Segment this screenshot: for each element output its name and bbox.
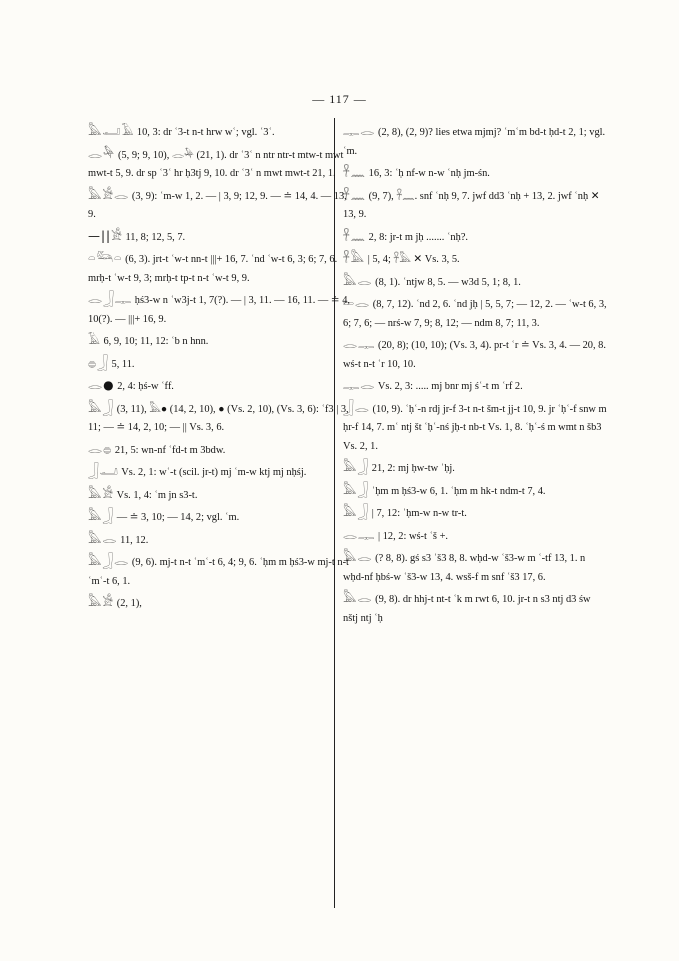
dictionary-entry: [343, 249, 608, 270]
hieroglyph-group: 𓊃𓂋: [343, 378, 376, 392]
hieroglyph-group: 𓅓𓃀: [343, 482, 370, 497]
dictionary-entry: [88, 354, 353, 375]
right-column: [343, 122, 608, 630]
entry-text: ʿḥm m ḥś3-w 6, 1. ʿḥm m hk-t ndm-t 7, 4.: [371, 485, 546, 497]
hieroglyph-group: 𓅓𓃀: [88, 509, 115, 523]
hieroglyph-group: 𓋹𓅓: [343, 251, 366, 265]
hieroglyph-group: 𓅓𓃀: [343, 460, 370, 474]
entry-text: (20, 8); (10, 10); (Vs. 3, 4). pr-t ʿr ≐ Vs. 3, 4. — 20, 8. wś-t n-t ʿr 10, 10.: [343, 340, 606, 370]
entry-text: (6, 3). jrt-t ʿw-t nn-t |||+ 16, 7. ʿnd ʿw-t 6, 3; 6; 7, 6. mrḥ-t ʿw-t 9, 3; mrḥ-t tp-t n-t ʿw-t 9, 9.: [88, 254, 338, 284]
entry-text: (3, 9): ʿm-w 1, 2. — | 3, 9; 12, 9. — ≐ 14, 4. — 13, 9.: [88, 190, 347, 220]
entry-text: 11, 8; 12, 5, 7.: [125, 231, 186, 243]
dictionary-entry: [88, 145, 353, 184]
entry-text: 10, 3: dr ʿ3-t n-t hrw wʿ; vgl. ʿ3ʿ.: [136, 127, 275, 138]
entry-text: 11, 12.: [120, 534, 149, 546]
hieroglyph-group: 𓂋𓊃: [343, 527, 376, 542]
dictionary-entry: [343, 122, 608, 161]
hieroglyph-group: 𓏏𓃛𓏏: [88, 251, 123, 265]
hieroglyph-group: 𓂋●: [88, 378, 115, 392]
hieroglyph-group: 𓅓𓂋: [88, 531, 118, 546]
dictionary-entry: [88, 530, 353, 551]
hieroglyph-group: 𓅓𓃀𓂋: [88, 554, 130, 568]
page-number: — 117 —: [312, 92, 367, 106]
dictionary-entry: [343, 294, 608, 333]
entry-text: 21, 2: mj ḥw-tw ʿḥj.: [371, 463, 455, 474]
dictionary-entry: [343, 503, 608, 524]
hieroglyph-group: 𓅓𓃀: [343, 505, 370, 519]
dictionary-entry: [343, 399, 608, 457]
entry-text: (5, 9; 9, 10), 𓂋𓅆 (21, 1). dr ʿ3ʿ n ntr ntr-t mtw-t mwt mwt-t 5, 9. dr sp ʿ3ʿ hr ḥ3tj 9, 10. dr ʿ3ʿ n mwt mwt-t 21, 1.: [88, 149, 344, 179]
dictionary-entry: [88, 399, 353, 438]
entry-text: (8, 1). ʿntjw 8, 5. — w3d 5, 1; 8, 1.: [375, 276, 521, 288]
entry-text: Vs. 1, 4: ʿm jn s3-t.: [116, 489, 198, 501]
entry-text: — ≐ 3, 10; — 14, 2; vgl. ʿm.: [116, 512, 240, 523]
entry-text: | 5, 4; 𓋹𓅓 ✕ Vs. 3, 5.: [367, 254, 460, 265]
hieroglyph-group: 𓄿: [88, 333, 101, 347]
dictionary-entry: [88, 376, 353, 397]
entry-text: | 12, 2: wś-t ʿš +.: [378, 530, 449, 542]
hieroglyph-group: 𓅓𓂝𓄿: [88, 124, 135, 138]
dictionary-entry: [343, 548, 608, 587]
entry-text: (? 8, 8). gś s3 ʿš3 8, 8. wḥd-w ʿš3-w m ʿ-tf 13, 1. n wḥd-nf ḥbś-w ʿš3-w 13, 4. wsš-f m snf ʿš3 17, 6.: [343, 553, 586, 583]
hieroglyph-group: 𓂋𓃀𓊃: [88, 292, 133, 306]
dictionary-entry: [88, 249, 353, 288]
dictionary-entry: [343, 376, 608, 397]
dictionary-entry: [343, 163, 608, 184]
hieroglyph-group: 𓅓𓂋: [343, 273, 373, 288]
entry-text: (9, 6). mj-t n-t ʿmʿ-t 6, 4; 9, 6. ʿḥm m ḥś3-w mj-t n-t ʿmʿ-t 6, 1.: [88, 557, 349, 587]
hieroglyph-group: 𓃀𓂋: [343, 400, 370, 415]
dictionary-entry: [88, 227, 353, 248]
entry-text: (9, 8). dr hhj-t nt-t ʿk m rwt 6, 10. jr-t n s3 ntj d3 św nštj ntj ʿḥ: [343, 594, 591, 624]
entry-text: Vs. 2, 1: wʿ-t (scil. jr-t) mj ʿm-w ktj mj nḥśj.: [121, 467, 307, 478]
hieroglyph-group: 𓂋𓊃: [343, 337, 376, 351]
entry-text: (3, 11), 𓅓● (14, 2, 10), ● (Vs. 2, 10), (Vs. 3, 6): ʿf3 | 3, 11; — ≐ 14, 2, 10; — || Vs. 3, 6.: [88, 403, 349, 433]
dictionary-entry: [343, 458, 608, 479]
hieroglyph-group: 𓋹𓈖: [343, 187, 367, 202]
entry-text: | 7, 12: ʿḥm-w n-w tr-t.: [371, 508, 467, 519]
hieroglyph-group: 𓍿𓂋: [343, 296, 371, 310]
entry-text: (2, 8), (2, 9)? lies etwa mjmj? ʿmʿm bd-t ḥd-t 2, 1; vgl. ʿm.: [343, 127, 606, 157]
hieroglyph-group: 𓅓𓂋: [343, 591, 373, 605]
entry-text: 6, 9, 10; 11, 12: ʿb n hnn.: [103, 336, 209, 347]
entry-text: (2, 1),: [116, 598, 142, 609]
dictionary-entry: [88, 122, 353, 143]
dictionary-entry: [88, 331, 353, 352]
hieroglyph-group: 𓐍𓃀: [88, 355, 109, 370]
dictionary-entry: [88, 186, 353, 225]
dictionary-entry: [88, 462, 353, 483]
entry-text: 2, 4: ḥś-w ʿff.: [117, 381, 174, 392]
entry-text: Vs. 2, 3: ..... mj bnr mj śʿ-t m ʿrf 2.: [377, 381, 523, 392]
dictionary-entry: [343, 335, 608, 374]
entry-text: (8, 7, 12). ʿnd 2, 6. ʿnd jḥ | 5, 5, 7; — 12, 2. — ʿw-t 6, 3, 6; 7, 6; — nrś-w 7, 9; 8, 12; — ndm 8, 7; 11, 3.: [343, 299, 607, 329]
entry-text: ḥś3-w n ʿw3j-t 1, 7(?). — | 3, 11. — 16, 11. — ≐ 4, 10(?). — |||+ 16, 9.: [88, 295, 351, 325]
left-column: [88, 122, 353, 616]
hieroglyph-group: 𓂋𓅆: [88, 146, 116, 161]
dictionary-entry: [343, 272, 608, 293]
entry-text: 16, 3: ʿḥ nf-w n-w ʿnḥ jm-śn.: [368, 168, 490, 179]
entry-text: 5, 11.: [111, 358, 135, 370]
hieroglyph-group: 𓅓𓀀𓂋: [88, 187, 130, 202]
dictionary-entry: [88, 593, 353, 614]
hieroglyph-group: 𓅓𓃀: [88, 400, 115, 415]
dictionary-entry: [343, 186, 608, 225]
dictionary-entry: [343, 589, 608, 628]
dictionary-entry: [88, 552, 353, 591]
hieroglyph-group: —||𓀀: [88, 228, 123, 243]
hieroglyph-group: 𓊃𓂋: [343, 124, 376, 138]
hieroglyph-group: 𓋹𓈖: [343, 228, 367, 243]
dictionary-entry: [343, 481, 608, 502]
dictionary-entry: [88, 485, 353, 506]
hieroglyph-group: 𓋹𓈖: [343, 165, 367, 179]
dictionary-entry: [343, 227, 608, 248]
dictionary-entry: [343, 526, 608, 547]
hieroglyph-group: 𓅓𓀀: [88, 486, 115, 501]
dictionary-entry: [88, 507, 353, 528]
hieroglyph-group: 𓅓𓀀: [88, 595, 115, 609]
entry-text: 2, 8: jr-t m jḥ ....... ʿnḥ?.: [368, 231, 469, 243]
dictionary-entry: [88, 290, 353, 329]
entry-text: (10, 9). ʿḥʿ-n rdj jr-f 3-t n-t šm-t jj-t 10, 9. jr ʿḥʿ-f snw m ḥr-f 14, 7. mʿ ntj št ʿḥʿ-nś jḥ-t nb-t Vs. 1, 8. ʿḥʿ-ś m wmt n šb3 Vs. 2, 1.: [343, 403, 607, 452]
hieroglyph-group: 𓅓𓂋: [343, 550, 373, 564]
dictionary-entry: [88, 440, 353, 461]
hieroglyph-group: 𓂋𓐍: [88, 441, 113, 456]
entry-text: 21, 5: wn-nf ʿfd-t m 3bdw.: [114, 444, 226, 456]
entry-text: (9, 7), 𓋹𓈖. snf ʿnḥ 9, 7. jwf dd3 ʿnḥ + 13, 2. jwf ʿnḥ ✕ 13, 9.: [343, 190, 600, 220]
hieroglyph-group: 𓃀𓂝: [88, 464, 119, 478]
